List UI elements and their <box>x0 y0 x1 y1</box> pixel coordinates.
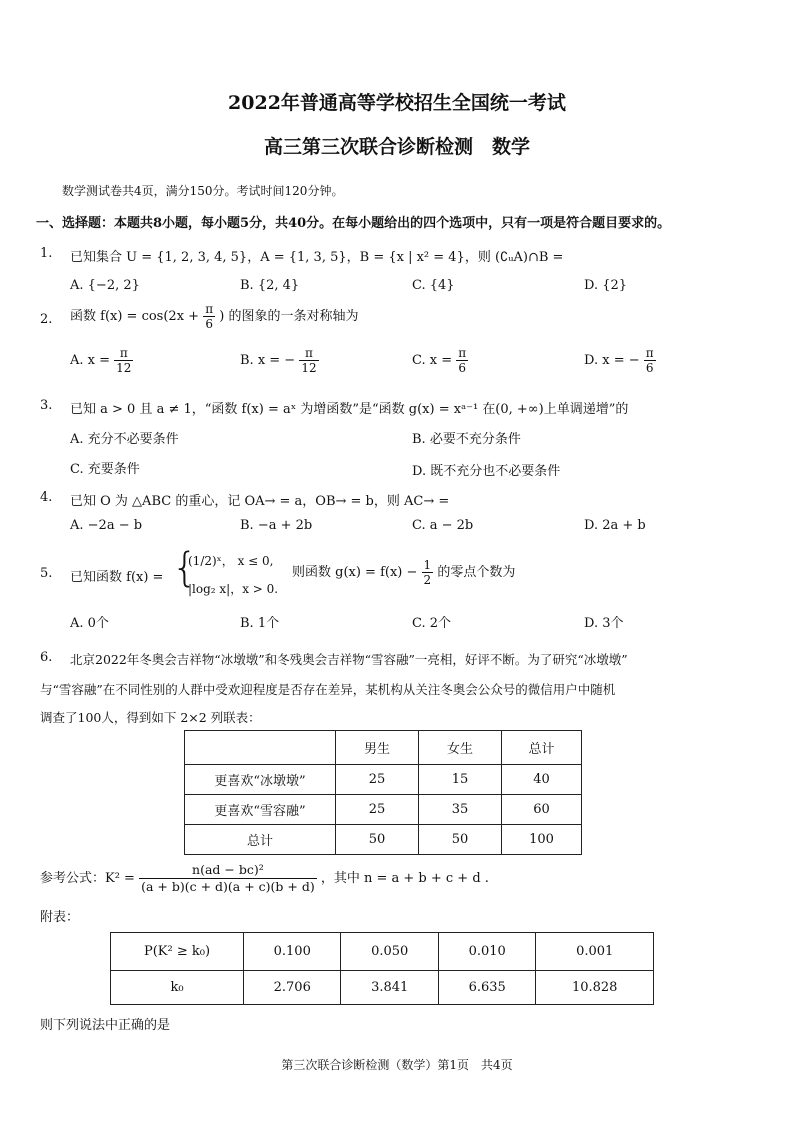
q4-number: 4. <box>40 490 53 505</box>
q5-case-1: (1/2)ˣ， x ≤ 0, <box>188 554 274 568</box>
q4-option-c: C. a − 2b <box>412 518 474 533</box>
table-cell: 40 <box>502 765 582 795</box>
q1-number: 1. <box>40 246 53 261</box>
q1-option-c: C. {4} <box>412 278 455 293</box>
table-cell: P(K² ≥ k₀) <box>111 933 244 971</box>
contingency-table <box>184 730 582 855</box>
table-header-cell: 男生 <box>336 731 419 765</box>
q1-stem: 已知集合 U = {1, 2, 3, 4, 5}，A = {1, 3, 5}，B = {x | x² = 4}，则 (∁ᵤA)∩B = <box>70 250 564 265</box>
q3-number: 3. <box>40 398 53 413</box>
table-row <box>111 971 654 1005</box>
page-footer: 第三次联合诊断检测（数学）第1页 共4页 <box>281 1058 513 1072</box>
q5-stem-rest: 则函数 g(x) = f(x) − $\frac{1}{2}$ 的零点个数为 <box>292 558 516 587</box>
table-row <box>185 825 582 855</box>
table-cell: 2.706 <box>244 971 341 1005</box>
table-cell: 更喜欢“雪容融” <box>185 795 336 825</box>
q5-option-b: B. 1个 <box>240 616 280 631</box>
reference-formula: 参考公式：K² = $\frac{\text{n(ad − bc)²}}{(a + b)(c + d)(a + c)(b + d)}$ ，其中 n = a + b + c + d . <box>40 862 489 894</box>
intro-text: 数学测试卷共4页，满分150分。考试时间120分钟。 <box>62 184 344 198</box>
table-cell: 100 <box>502 825 582 855</box>
table-cell: 总计 <box>185 825 336 855</box>
q6-tail: 则下列说法中正确的是 <box>40 1018 171 1033</box>
table-cell: 50 <box>419 825 502 855</box>
q3-option-b: B. 必要不充分条件 <box>412 432 521 447</box>
q6-number: 6. <box>40 650 53 665</box>
table-cell: 10.828 <box>536 971 654 1005</box>
q6-line-1: 北京2022年冬奥会吉祥物“冰墩墩”和冬残奥会吉祥物“雪容融”一亮相，好评不断。为了研究“冰墩墩” <box>70 652 628 667</box>
q2-stem: 函数 f(x) = cos(2x + $\frac{\pi}{6}$ ) 的图象的一条对称轴为 <box>70 302 359 331</box>
table-header-cell: 总计 <box>502 731 582 765</box>
q1-option-a: A. {−2, 2} <box>70 278 140 293</box>
q1-option-b: B. {2, 4} <box>240 278 300 293</box>
q3-option-d: D. 既不充分也不必要条件 <box>412 464 561 479</box>
table-row <box>111 933 654 971</box>
q2-option-c: C. x = $\frac{\pi}{6}$ <box>412 346 467 375</box>
table-cell: 0.001 <box>536 933 654 971</box>
table-cell: 35 <box>419 795 502 825</box>
q5-option-a: A. 0个 <box>70 616 109 631</box>
exam-title: 2022年普通高等学校招生全国统一考试 <box>228 92 566 114</box>
table-cell: 25 <box>336 765 419 795</box>
q4-stem: 已知 O 为 △ABC 的重心，记 OA→ = a，OB→ = b，则 AC→ = <box>70 494 450 509</box>
table-cell: k₀ <box>111 971 244 1005</box>
q2-option-a: A. x = $\frac{\pi}{12}$ <box>70 346 132 375</box>
q3-option-a: A. 充分不必要条件 <box>70 432 179 447</box>
table-cell: 15 <box>419 765 502 795</box>
q3-stem: 已知 a > 0 且 a ≠ 1，“函数 f(x) = aˣ 为增函数”是“函数 g(x) = xᵃ⁻¹ 在(0, +∞)上单调递增”的 <box>70 402 629 417</box>
q4-option-a: A. −2a − b <box>70 518 143 533</box>
appendix-label: 附表： <box>40 910 80 925</box>
table-cell: 6.635 <box>438 971 535 1005</box>
table-row <box>185 765 582 795</box>
q4-option-d: D. 2a + b <box>584 518 646 533</box>
q2-option-d: D. x = − $\frac{\pi}{6}$ <box>584 346 654 375</box>
exam-subtitle: 高三第三次联合诊断检测 数学 <box>263 136 530 158</box>
table-cell: 25 <box>336 795 419 825</box>
q5-number: 5. <box>40 566 53 581</box>
q5-option-c: C. 2个 <box>412 616 452 631</box>
table-row <box>185 795 582 825</box>
table-cell: 60 <box>502 795 582 825</box>
table-header-cell <box>185 731 336 765</box>
q2-option-b: B. x = − $\frac{\pi}{12}$ <box>240 346 317 375</box>
q5-case-2: |log₂ x|，x > 0. <box>188 582 279 596</box>
q5-option-d: D. 3个 <box>584 616 624 631</box>
q3-option-c: C. 充要条件 <box>70 462 140 477</box>
q5-stem-pre: 已知函数 f(x) = <box>70 570 164 585</box>
q2-number: 2. <box>40 312 53 327</box>
table-cell: 0.050 <box>341 933 438 971</box>
table-cell: 3.841 <box>341 971 438 1005</box>
q6-line-2: 与“雪容融”在不同性别的人群中受欢迎程度是否存在差异，某机构从关注冬奥会公众号的微信用户中随机 <box>40 682 616 697</box>
table-cell: 0.100 <box>244 933 341 971</box>
q4-option-b: B. −a + 2b <box>240 518 313 533</box>
table-cell: 更喜欢“冰墩墩” <box>185 765 336 795</box>
piecewise-brace: { <box>172 545 198 591</box>
table-cell: 0.010 <box>438 933 535 971</box>
table-cell: 50 <box>336 825 419 855</box>
table-header-cell: 女生 <box>419 731 502 765</box>
section-heading: 一、选择题：本题共8小题，每小题5分，共40分。在每小题给出的四个选项中，只有一项是符合题目要求的。 <box>36 216 671 231</box>
q1-option-d: D. {2} <box>584 278 628 293</box>
critical-value-table <box>110 932 654 1005</box>
q6-line-3: 调查了100人，得到如下 2×2 列联表： <box>40 710 261 725</box>
